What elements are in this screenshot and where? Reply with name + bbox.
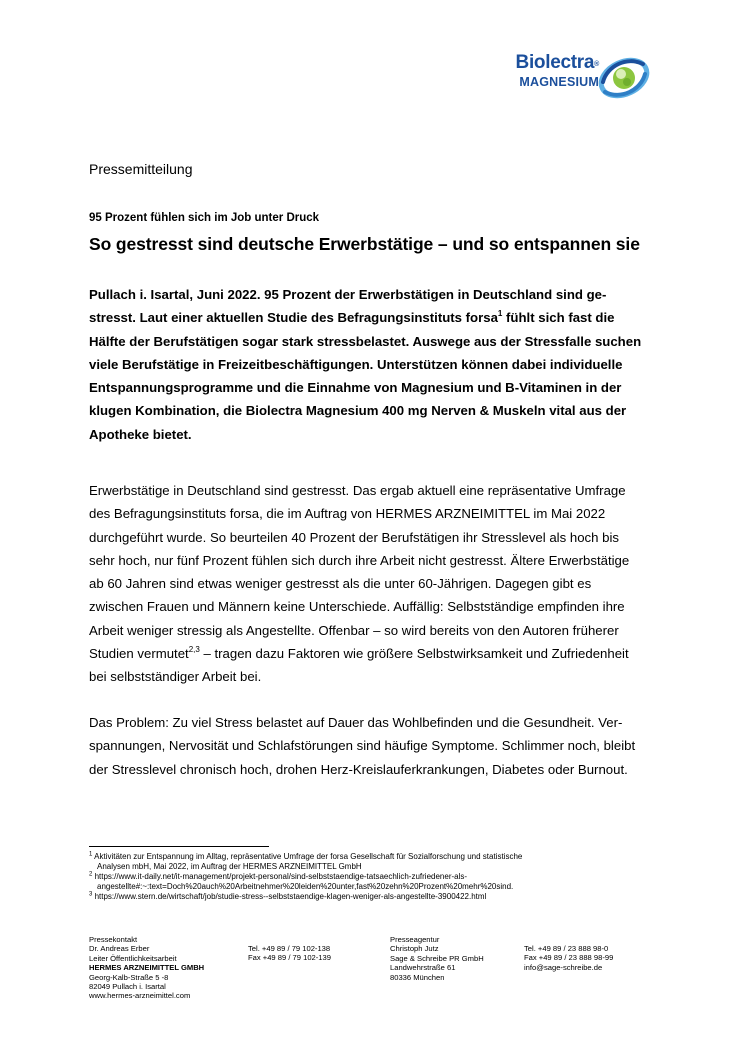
footnote-link[interactable]: https://www.stern.de/wirtschaft/job/studie-stress--selbststaendige-klagen-weniger-als-angestellte-3900422.html bbox=[94, 892, 487, 901]
body-paragraph-2 bbox=[89, 711, 657, 781]
body-paragraph-1 bbox=[89, 479, 657, 689]
footnote-ref: 2,3 bbox=[188, 644, 200, 654]
contact-street: Georg-Kalb-Straße 5 -8 bbox=[89, 972, 169, 982]
text-line: Studien vermutet$^{2,3}$ – tragen dazu Faktoren wie größere Selbstwirksamkeit und Zufriedenheit bbox=[89, 644, 629, 662]
footnote-3: $^3$ https://www.stern.de/wirtschaft/job/studie-stress--selbststaendige-klagen-weniger-als-angestellte-3900422.html bbox=[89, 891, 487, 901]
agency-email-link[interactable]: info@sage-schreibe.de bbox=[524, 962, 603, 972]
agency-phone: Tel. +49 89 / 23 888 98-0 bbox=[524, 944, 609, 953]
footnote-divider bbox=[89, 846, 269, 847]
lead-paragraph bbox=[89, 283, 657, 446]
text-line: Hälfte der Berufstätigen sogar stark stressbelastet. Auswege aus der Stressfalle suchen bbox=[89, 333, 642, 349]
text-line: Arbeit weniger stressig als Angestellte. Offenbar – so wird bereits von den Autoren früherer bbox=[89, 622, 619, 638]
biolectra-logo bbox=[489, 52, 659, 104]
agency-fax: Fax +49 89 / 23 888 98-99 bbox=[524, 953, 614, 963]
footnote-1: $^1$ Aktivitäten zur Entspannung im Alltag, repräsentative Umfrage der forsa Gesellschaft für Sozialforschung und statistische bbox=[89, 851, 523, 861]
text-line: des Befragungsinstituts forsa, die im Auftrag von HERMES ARZNEIMITTEL im Mai 2022 bbox=[89, 506, 606, 522]
contact-company: HERMES ARZNEIMITTEL GMBH bbox=[89, 963, 205, 973]
text-line: stresst. Laut einer aktuellen Studie des Befragungsinstituts forsa$^1$ fühlt sich fast die bbox=[89, 308, 615, 326]
agency-company: Sage & Schreibe PR GmbH bbox=[390, 953, 484, 963]
footnote-2-cont[interactable]: angestellte#:~:text=Doch%20auch%20Arbeitnehmer%20leiden%20unter,fast%20zehn%20Prozent%20mehr%20sind. bbox=[97, 882, 514, 891]
text-line: Pullach i. Isartal, Juni 2022. 95 Prozent der Erwerbstätigen in Deutschland sind ge- bbox=[89, 287, 607, 302]
headline: So gestresst sind deutsche Erwerbstätige – und so entspannen sie bbox=[89, 234, 640, 254]
text-line: sehr hoch, nur fünf Prozent fühlen sich durch ihre Arbeit nicht gestresst. Ältere Erwerbstätige bbox=[89, 552, 630, 568]
contact-name: Dr. Andreas Erber bbox=[89, 944, 150, 954]
footnote-link[interactable]: https://www.it-daily.net/it-management/projekt-personal/sind-selbststaendige-tatsaechlich-zufriedener-als- bbox=[94, 872, 468, 881]
text-line: durchgeführt wurde. So beurteilen 40 Prozent der Berufstätigen ihr Stresslevel als hoch bis bbox=[89, 529, 619, 545]
agency-street: Landwehrstraße 61 bbox=[390, 963, 456, 973]
logo-registered-mark: ® bbox=[594, 61, 599, 68]
agency-city: 80336 München bbox=[390, 972, 445, 982]
footnote-2: $^2$ https://www.it-daily.net/it-management/projekt-personal/sind-selbststaendige-tatsaechlich-zufriedener-als- bbox=[89, 871, 468, 881]
text-line: spannungen, Nervosität und Schlafstörungen sind häufige Symptome. Schlimmer noch, bleibt bbox=[89, 738, 636, 754]
footnotes bbox=[89, 852, 522, 902]
agency-heading: Presseagentur bbox=[390, 935, 440, 944]
press-contact-block bbox=[89, 935, 204, 1001]
contact-fax: Fax +49 89 / 79 102-139 bbox=[248, 953, 331, 963]
agency-phone-block bbox=[524, 944, 613, 972]
logo-name: Biolectra bbox=[515, 52, 595, 73]
contact-role: Leiter Öffentlichkeitsarbeit bbox=[89, 953, 177, 963]
contact-heading: Pressekontakt bbox=[89, 935, 138, 944]
text-line: Apotheke bietet. bbox=[89, 426, 192, 442]
document-type-label: Pressemitteilung bbox=[89, 161, 193, 177]
subheadline: 95 Prozent fühlen sich im Job unter Druck bbox=[89, 212, 320, 224]
logo-subtitle: MAGNESIUM bbox=[519, 75, 599, 89]
text-line: bei selbstständiger Arbeit bei. bbox=[89, 669, 262, 685]
footnote-1-cont: Analysen mbH, Mai 2022, im Auftrag der HERMES ARZNEIMITTEL GmbH bbox=[97, 862, 362, 871]
text-line: Das Problem: Zu viel Stress belastet auf Dauer das Wohlbefinden und die Gesundheit. Ver- bbox=[89, 715, 623, 730]
contact-website-link[interactable]: www.hermes-arzneimittel.com bbox=[89, 991, 191, 1001]
contact-phone: Tel. +49 89 / 79 102-138 bbox=[248, 944, 331, 953]
text-line: der Stresslevel chronisch hoch, drohen Herz-Kreislauferkrankungen, Diabetes oder Burnout. bbox=[89, 761, 628, 777]
text-line: zwischen Frauen und Männern keine Unterschiede. Auffällig: Selbstständige empfinden ihre bbox=[89, 599, 625, 615]
text-line: Entspannungsprogramme und die Einnahme von Magnesium und B-Vitaminen in der bbox=[89, 380, 622, 396]
text-line: ab 60 Jahren sind etwas weniger gestresst als die unter 60-Jährigen. Dagegen gibt es bbox=[89, 576, 592, 592]
footnote-ref: 1 bbox=[497, 308, 503, 318]
text-line: Erwerbstätige in Deutschland sind gestresst. Das ergab aktuell eine repräsentative Umfrage bbox=[89, 483, 626, 498]
logo-swirl-icon bbox=[597, 52, 651, 104]
agency-contact-block bbox=[390, 935, 484, 982]
agency-name: Christoph Jutz bbox=[390, 944, 439, 954]
press-contact-phone-block bbox=[248, 944, 331, 963]
text-line: viele Berufstätige in Freizeitbeschäftigungen. Unterstützen können dabei individuelle bbox=[89, 356, 623, 372]
contact-city: 82049 Pullach i. Isartal bbox=[89, 982, 166, 992]
text-line: klugen Kombination, die Biolectra Magnesium 400 mg Nerven & Muskeln vital aus der bbox=[89, 403, 627, 419]
